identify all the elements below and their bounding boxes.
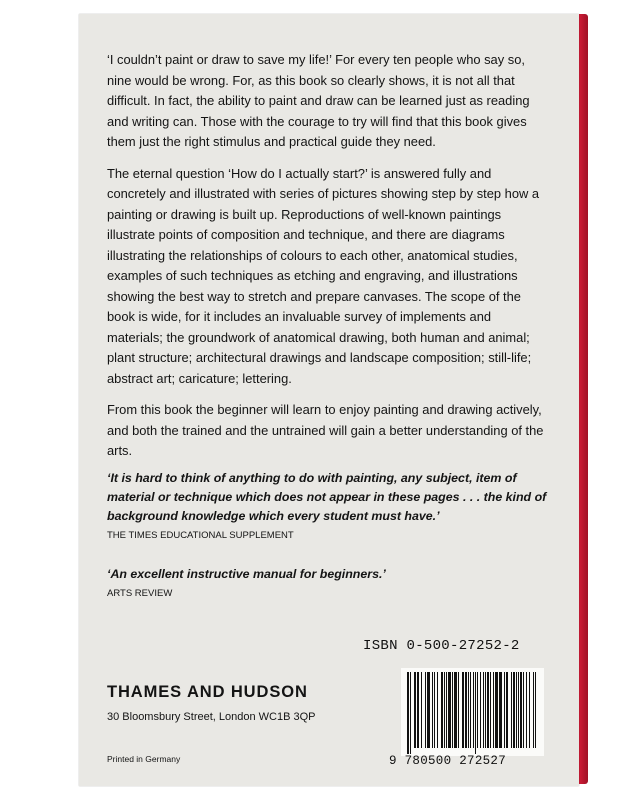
review-arts bbox=[107, 565, 547, 603]
barcode-bars bbox=[405, 672, 541, 754]
barcode-icon bbox=[401, 668, 544, 756]
review-source: ARTS REVIEW bbox=[107, 588, 173, 599]
publisher-name: THAMES AND HUDSON bbox=[107, 683, 308, 701]
blurb-paragraph-2: The eternal question ‘How do I actually start?’ is answered fully and concretely and illustrated with series of pictures showing step by step how a painting or drawing is built up. Reproductions of well-known paintings illustrate points of composition and technique, and there are diagrams illustrating the relationships of colours to each other, anatomical studies, examples of such techniques as etching and engraving, and illustrations showing the best way to stretch and prepare canvases. The scope of the book is wide, for it includes an invaluable survey of implements and materials; the groundwork of anatomical drawing, both human and animal; plant structure; architectural drawings and landscape composition; still-life; abstract art; caricature; lettering. bbox=[107, 165, 540, 386]
review-quote: ‘An excellent instructive manual for beginners.’ bbox=[107, 567, 386, 581]
back-cover bbox=[79, 14, 579, 786]
blurb bbox=[107, 50, 547, 473]
publisher-address: 30 Bloomsbury Street, London WC1B 3QP bbox=[107, 711, 316, 723]
printed-in-note: Printed in Germany bbox=[107, 754, 181, 764]
review-quote: ‘It is hard to think of anything to do with painting, any subject, item of material or technique which does not appear in these pages . . . the kind of background knowledge which every student must have.’ bbox=[107, 471, 547, 523]
review-times bbox=[107, 469, 552, 545]
isbn-number: ISBN 0-500-27252-2 bbox=[363, 638, 520, 654]
blurb-paragraph-3: From this book the beginner will learn to enjoy painting and drawing actively, and both the trained and the untrained will gain a better understanding of the arts. bbox=[107, 402, 544, 458]
review-source: THE TIMES EDUCATIONAL SUPPLEMENT bbox=[107, 530, 294, 541]
blurb-paragraph-1: ‘I couldn’t paint or draw to save my life!’ For every ten people who say so, nine would be wrong. For, as this book so clearly shows, it is not all that difficult. In fact, the ability to paint and draw can be learned just as reading and writing can. Those with the courage to try will find that this book gives them just the right stimulus and practical guide they need. bbox=[107, 52, 530, 149]
barcode-digits: 9 780500 272527 bbox=[389, 754, 507, 768]
